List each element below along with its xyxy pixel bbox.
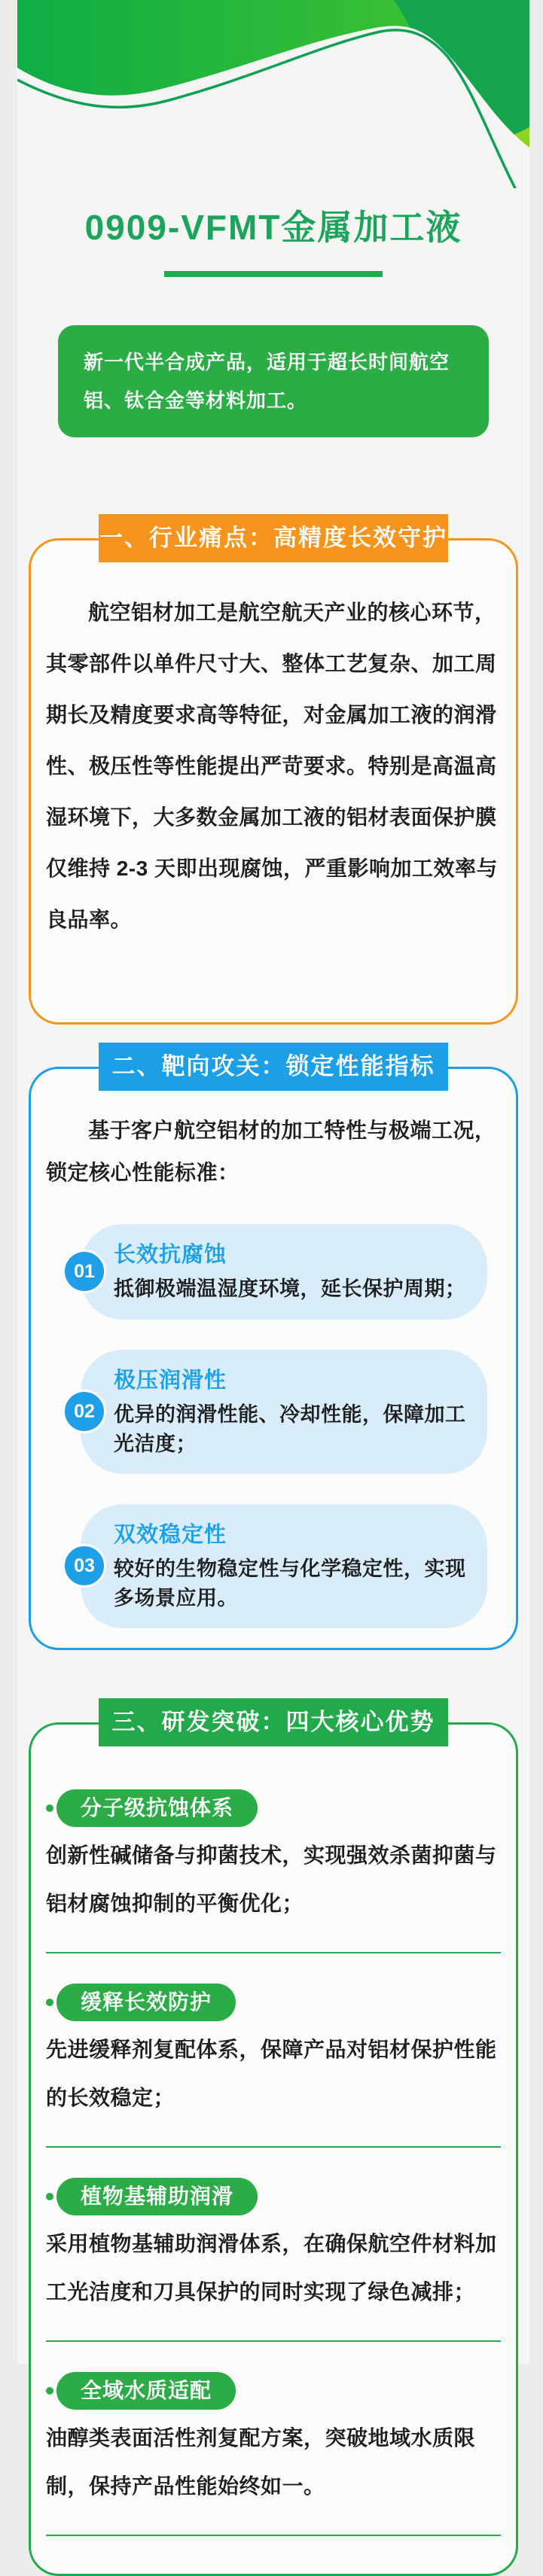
section-1-card	[29, 538, 518, 1025]
divider	[46, 2535, 501, 2536]
feature-text: 先进缓释剂复配体系，保障产品对铝材保护性能的长效稳定；	[46, 2038, 497, 2110]
feature-pill-row	[46, 1984, 501, 2021]
feature-pill: 缓释长效防护	[56, 1984, 236, 2021]
section-2-card	[29, 1067, 518, 1650]
intro-badge: 新一代半合成产品，适用于超长时间航空铝、钛合金等材料加工。	[58, 325, 489, 437]
feature-water-quality	[46, 2372, 501, 2536]
divider	[46, 1952, 501, 1953]
header-wave-decoration	[17, 0, 529, 188]
section-core-advantages	[17, 1698, 529, 2576]
bullet-dot-icon	[46, 2193, 53, 2200]
spec-item-text: 较好的生物稳定性与化学稳定性，实现多场景应用。	[114, 1557, 466, 1609]
section-3-card	[29, 1722, 518, 2576]
feature-pill: 分子级抗蚀体系	[56, 1789, 258, 1827]
feature-pill: 植物基辅助润滑	[56, 2178, 258, 2215]
section-2-paragraph: 基于客户航空铝材的加工特性与极端工况，锁定核心性能标准：	[46, 1119, 496, 1185]
feature-anticorrosion	[46, 1789, 501, 1953]
spec-item-3	[74, 1504, 487, 1628]
divider	[46, 2340, 501, 2342]
feature-text: 采用植物基辅助润滑体系，在确保航空件材料加工光洁度和刀具保护的同时实现了绿色减排；	[46, 2232, 497, 2304]
page-column	[17, 0, 529, 2498]
spec-item-2	[74, 1350, 487, 1474]
feature-slow-release	[46, 1984, 501, 2148]
divider	[46, 2146, 501, 2148]
section-pain-point	[17, 514, 529, 1025]
bullet-dot-icon	[46, 1999, 53, 2006]
title-underline	[164, 271, 383, 277]
bullet-dot-icon	[46, 2387, 53, 2395]
spec-item-text: 优异的润滑性能、冷却性能，保障加工光洁度；	[114, 1402, 466, 1455]
spec-item-text: 抵御极端温湿度环境，延长保护周期；	[114, 1277, 466, 1301]
item-number-badge: 03	[63, 1544, 106, 1588]
item-number-badge: 01	[63, 1250, 106, 1293]
feature-text: 油醇类表面活性剂复配方案，突破地域水质限制，保持产品性能始终如一。	[46, 2426, 476, 2498]
wave-graphic	[17, 0, 529, 188]
spec-item-title: 极压润滑性	[114, 1368, 227, 1393]
section-1-paragraph: 航空铝材加工是航空航天产业的核心环节，其零部件以单件尺寸大、整体工艺复杂、加工周期长及精度要求高等特征，对金属加工液的润滑性、极压性等性能提出严苛要求。特别是高温高湿环境下，大多数金属加工液的铝材表面保护膜仅维持 2-3 天即出现腐蚀，严重影响加工效率与良品率。	[46, 601, 499, 932]
feature-pill-row	[46, 1789, 501, 1827]
spec-item-1	[74, 1224, 487, 1319]
item-number-badge: 02	[63, 1390, 106, 1433]
section-3-banner: 三、研发突破：四大核心优势	[99, 1698, 448, 1746]
feature-plant-based-lubrication	[46, 2178, 501, 2342]
section-1-banner: 一、行业痛点：高精度长效守护	[99, 514, 448, 562]
feature-pill-row	[46, 2372, 501, 2410]
feature-pill: 全域水质适配	[56, 2372, 236, 2410]
product-title: 0909-VFMT金属加工液	[84, 208, 462, 247]
spec-item-title: 双效稳定性	[114, 1522, 227, 1547]
feature-pill-row	[46, 2178, 501, 2215]
section-performance-targets	[17, 1043, 529, 1650]
bullet-dot-icon	[46, 1804, 53, 1812]
feature-text: 创新性碱储备与抑菌技术，实现强效杀菌抑菌与铝材腐蚀抑制的平衡优化；	[46, 1844, 497, 1916]
section-2-banner: 二、靶向攻关：锁定性能指标	[99, 1043, 448, 1091]
spec-item-title: 长效抗腐蚀	[114, 1243, 227, 1268]
